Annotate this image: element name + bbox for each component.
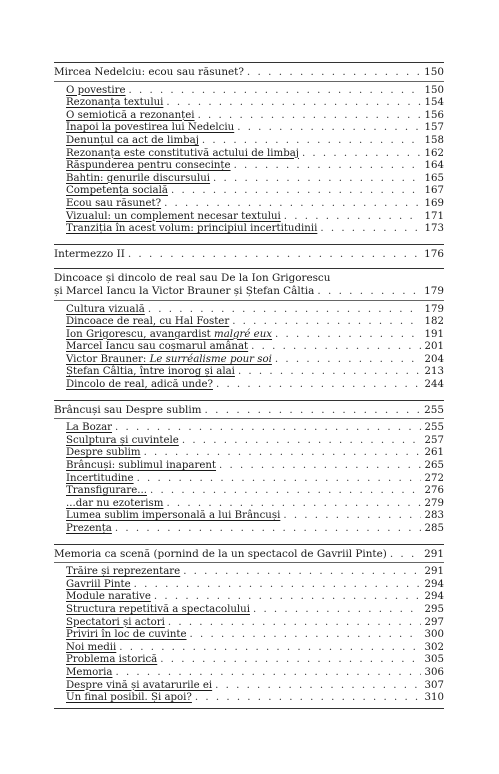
entry-title-text: Ecou sau răsunet? (66, 197, 162, 209)
dot-leader (275, 354, 421, 367)
page-number: 169 (424, 197, 444, 209)
entry-title (66, 435, 179, 448)
page-number: 297 (424, 616, 444, 628)
chapter-entry[interactable] (54, 248, 444, 261)
dot-leader (182, 435, 421, 448)
dot-leader (115, 422, 421, 435)
dot-leader (283, 510, 421, 523)
page-number: 295 (424, 603, 444, 615)
page-number: 291 (424, 547, 444, 560)
page-number: 173 (424, 223, 444, 235)
entry-title-text: Vizualul: un complement necesar textului (66, 210, 281, 222)
entry-title-text: Priviri în loc de cuvinte (66, 629, 187, 641)
page-number: 191 (424, 328, 444, 340)
entry-title-text: Memoria (66, 666, 113, 678)
subsection-entry[interactable] (54, 173, 444, 186)
dot-leader (232, 316, 421, 329)
page-number: 305 (424, 654, 444, 666)
dot-leader (164, 198, 421, 211)
page-number: 302 (424, 641, 444, 653)
dot-leader (166, 498, 421, 511)
toc-section (54, 62, 444, 236)
page-number: 265 (424, 460, 444, 472)
entry-title (66, 667, 112, 680)
entry-title (66, 97, 163, 110)
entry-title-text: Gavriil Pinte (66, 578, 131, 590)
dot-leader (251, 341, 421, 354)
subsection-entry[interactable] (54, 680, 444, 693)
entry-title-text: Rezonanța este constitutivă actului de limbaj (66, 147, 299, 159)
entry-title-text: Cultura vizuală (66, 303, 145, 315)
entry-title-text: Un final posibil. Și apoi? (66, 692, 192, 704)
entry-title-text: Competența socială (66, 185, 168, 197)
entry-title-text: Dincoace de real, cu Hal Foster (66, 316, 230, 328)
dot-leader (148, 304, 421, 317)
entry-title (66, 523, 112, 536)
subsection-entry[interactable] (54, 604, 444, 617)
entry-title-text: Incertitudine (66, 472, 134, 484)
dot-leader (238, 366, 421, 379)
entry-title-text: Transfigurare... (66, 485, 147, 497)
dot-leader (128, 248, 421, 261)
page-number: 213 (424, 366, 444, 378)
subsection-entry[interactable] (54, 122, 444, 135)
entry-title-text: Brâncuși: sublimul inaparent (66, 460, 217, 472)
subsection-entry[interactable] (54, 379, 444, 392)
subsection-entry[interactable] (54, 591, 444, 604)
dot-leader (134, 579, 421, 592)
entry-title-text: O povestire (66, 84, 126, 96)
dot-leader (253, 604, 421, 617)
entry-title (66, 473, 134, 486)
entry-title-text: Bahtin: genurile discursului (66, 172, 211, 184)
entry-title (66, 379, 213, 392)
subsection-entry[interactable] (54, 329, 444, 342)
subsection-entry[interactable] (54, 523, 444, 536)
page-number: 204 (424, 353, 444, 365)
entry-title-text: Denunțul ca act de limbaj (66, 134, 199, 146)
page-number: 164 (424, 160, 444, 172)
dot-leader (302, 148, 421, 161)
subsection-entry[interactable] (54, 185, 444, 198)
subsection-list (54, 300, 444, 392)
subsection-entry[interactable] (54, 692, 444, 705)
dot-leader (247, 66, 421, 79)
dot-leader (150, 485, 421, 498)
page-number: 162 (424, 147, 444, 159)
entry-title (66, 110, 195, 123)
subsection-list (54, 562, 444, 705)
entry-title-text: Memoria ca scenă (pornind de la un spectacol de Gavriil Pinte) (54, 547, 387, 560)
chapter-entry[interactable] (54, 285, 444, 298)
entry-title (54, 548, 387, 561)
entry-title (66, 122, 234, 135)
entry-title-text: Răspunderea pentru consecințe (66, 160, 231, 172)
entry-title-text: Marcel Iancu sau coșmarul amânat (66, 341, 249, 353)
page-number: 154 (424, 97, 444, 109)
entry-title-text: ...dar nu ezoterism (66, 497, 164, 509)
page-number: 272 (424, 472, 444, 484)
subsection-entry[interactable] (54, 316, 444, 329)
toc-section (54, 400, 444, 536)
entry-title-text: O semiotică a rezonanței (66, 109, 195, 121)
entry-title (66, 680, 212, 693)
entry-title (66, 642, 116, 655)
dot-leader (215, 680, 421, 693)
entry-title-text: Rezonanța textului (66, 97, 164, 109)
page-number: 176 (424, 247, 444, 260)
page-number: 182 (424, 316, 444, 328)
subsection-entry[interactable] (54, 435, 444, 448)
dot-leader (166, 97, 421, 110)
page-number: 306 (424, 666, 444, 678)
entry-title-text: Spectatori și actori (66, 616, 165, 628)
entry-title (66, 185, 168, 198)
dot-leader (144, 447, 421, 460)
entry-title-italic: malgré eux (214, 328, 273, 340)
chapter-entry[interactable] (54, 404, 444, 417)
subsection-entry[interactable] (54, 354, 444, 367)
subsection-entry[interactable] (54, 135, 444, 148)
dot-leader (183, 566, 421, 579)
entry-title-text: Structura repetitivă a spectacolului (66, 603, 250, 615)
subsection-entry[interactable] (54, 579, 444, 592)
dot-leader (275, 329, 421, 342)
subsection-entry[interactable] (54, 460, 444, 473)
dot-leader (137, 473, 421, 486)
subsection-entry[interactable] (54, 110, 444, 123)
entry-title (66, 460, 216, 473)
entry-title-italic: Le surréalisme pour soi (149, 353, 272, 365)
subsection-entry[interactable] (54, 198, 444, 211)
table-of-contents (54, 62, 444, 709)
subsection-entry[interactable] (54, 422, 444, 435)
chapter-title-line: Dincoace și dincolo de real sau De la Ion Grigorescu (54, 272, 331, 285)
subsection-list (54, 81, 444, 236)
page-number: 179 (424, 284, 444, 297)
subsection-list (54, 418, 444, 535)
entry-title-text: Înapoi la povestirea lui Nedelciu (66, 122, 235, 134)
entry-title (66, 629, 187, 642)
subsection-entry[interactable] (54, 510, 444, 523)
page-number: 255 (424, 403, 444, 416)
dot-leader (160, 654, 421, 667)
entry-title-text: Brâncuși sau Despre sublim (54, 403, 202, 416)
subsection-entry[interactable] (54, 498, 444, 511)
dot-leader (115, 523, 421, 536)
subsection-entry[interactable] (54, 148, 444, 161)
entry-title (66, 223, 317, 236)
dot-leader (234, 160, 421, 173)
dot-leader (119, 642, 421, 655)
entry-title (66, 304, 145, 317)
subsection-entry[interactable] (54, 447, 444, 460)
entry-title-text: Ștefan Câltia, între inorog și alai (66, 366, 235, 378)
entry-title (54, 404, 202, 417)
entry-title (66, 447, 141, 460)
subsection-entry[interactable] (54, 617, 444, 630)
subsection-entry[interactable] (54, 667, 444, 680)
entry-title-text: Despre vină și avatarurile ei (66, 679, 213, 691)
dot-leader (195, 692, 421, 705)
dot-leader (237, 122, 421, 135)
entry-title (66, 422, 112, 435)
dot-leader (190, 629, 421, 642)
subsection-entry[interactable] (54, 366, 444, 379)
subsection-entry[interactable] (54, 629, 444, 642)
page-number: 150 (424, 84, 444, 96)
dot-leader (171, 185, 421, 198)
entry-title (66, 148, 299, 161)
page-number: 294 (424, 578, 444, 590)
entry-title (66, 366, 235, 379)
entry-title (66, 341, 248, 354)
entry-title-text: Lumea sublim impersonală a lui Brâncuși (66, 510, 281, 522)
entry-title (66, 604, 250, 617)
page-number: 156 (424, 109, 444, 121)
entry-title (66, 85, 126, 98)
entry-title-text: Trăire și reprezentare (66, 566, 181, 578)
subsection-entry[interactable] (54, 642, 444, 655)
page-number: 150 (424, 66, 444, 78)
subsection-entry[interactable] (54, 566, 444, 579)
page-number: 276 (424, 485, 444, 497)
entry-title (66, 160, 231, 173)
dot-leader (115, 667, 421, 680)
page-number: 255 (424, 422, 444, 434)
entry-title (66, 329, 272, 342)
subsection-entry[interactable] (54, 85, 444, 98)
subsection-entry[interactable] (54, 97, 444, 110)
page-number: 201 (424, 341, 444, 353)
entry-title-text: Prezența (66, 523, 112, 534)
dot-leader (202, 135, 421, 148)
entry-title (66, 654, 157, 667)
entry-title (66, 591, 151, 604)
page-number: 157 (424, 122, 444, 134)
entry-title-text: Sculptura și cuvintele (66, 434, 179, 446)
entry-title (66, 498, 163, 511)
page-number: 283 (424, 510, 444, 522)
entry-title (66, 173, 210, 186)
entry-title-text: Tranziția în acest volum: principiul incertitudinii (66, 223, 318, 235)
page-number: 279 (424, 497, 444, 509)
dot-leader (219, 460, 421, 473)
subsection-entry[interactable] (54, 473, 444, 486)
page-number: 165 (424, 172, 444, 184)
entry-title-text: Module narative (66, 591, 151, 603)
toc-section (54, 244, 444, 261)
dot-leader (168, 617, 421, 630)
dot-leader (317, 285, 421, 298)
page-number: 257 (424, 434, 444, 446)
dot-leader (198, 110, 421, 123)
entry-title (66, 617, 165, 630)
entry-title (66, 692, 192, 705)
entry-title-text: Noi medii (66, 641, 117, 653)
entry-title (54, 248, 125, 261)
chapter-entry[interactable] (54, 548, 444, 561)
dot-leader (216, 379, 421, 392)
dot-leader (129, 85, 421, 98)
page-number: 300 (424, 629, 444, 641)
entry-title-text: Ion Grigorescu, avangardist (66, 328, 215, 340)
entry-title (66, 510, 280, 523)
subsection-entry[interactable] (54, 485, 444, 498)
dot-leader (213, 173, 421, 186)
entry-title-text: La Bozar (66, 422, 113, 434)
entry-title (66, 198, 161, 211)
toc-section (54, 544, 444, 705)
page-number: 167 (424, 185, 444, 197)
entry-title-text: și Marcel Iancu la Victor Brauner și Ștefan Câltia (54, 284, 315, 297)
entry-title (66, 485, 147, 498)
entry-title-text: Intermezzo II (54, 247, 125, 260)
entry-title (66, 316, 229, 329)
dot-leader (205, 404, 421, 417)
entry-title-text: Dincolo de real, adică unde? (66, 379, 213, 391)
page-number: 171 (424, 210, 444, 222)
entry-title-text: Despre sublim (66, 447, 141, 459)
entry-title-text: Problema istorică (66, 654, 158, 666)
subsection-entry[interactable] (54, 304, 444, 317)
entry-title (66, 135, 199, 148)
page-number: 285 (424, 523, 444, 534)
bottom-rule (54, 708, 444, 709)
subsection-entry[interactable] (54, 341, 444, 354)
entry-title-text: Victor Brauner: (66, 353, 150, 365)
entry-title (66, 354, 272, 367)
entry-title (66, 579, 131, 592)
entry-title (54, 66, 244, 79)
subsection-entry[interactable] (54, 211, 444, 224)
subsection-entry[interactable] (54, 654, 444, 667)
subsection-entry[interactable] (54, 160, 444, 173)
page-number: 291 (424, 566, 444, 578)
subsection-entry[interactable] (54, 223, 444, 236)
page-number: 310 (424, 692, 444, 704)
entry-title (66, 211, 281, 224)
dot-leader (390, 548, 421, 561)
page-number: 179 (424, 303, 444, 315)
page-number: 244 (424, 379, 444, 391)
entry-title-text: Mircea Nedelciu: ecou sau răsunet? (54, 66, 244, 78)
dot-leader (154, 591, 421, 604)
entry-title (54, 285, 314, 298)
dot-leader (284, 211, 421, 224)
entry-title (66, 566, 180, 579)
toc-section (54, 268, 444, 391)
dot-leader (320, 223, 421, 236)
page-number: 294 (424, 591, 444, 603)
page-number: 261 (424, 447, 444, 459)
page-number: 158 (424, 134, 444, 146)
page-number: 307 (424, 679, 444, 691)
chapter-entry[interactable] (54, 66, 444, 79)
